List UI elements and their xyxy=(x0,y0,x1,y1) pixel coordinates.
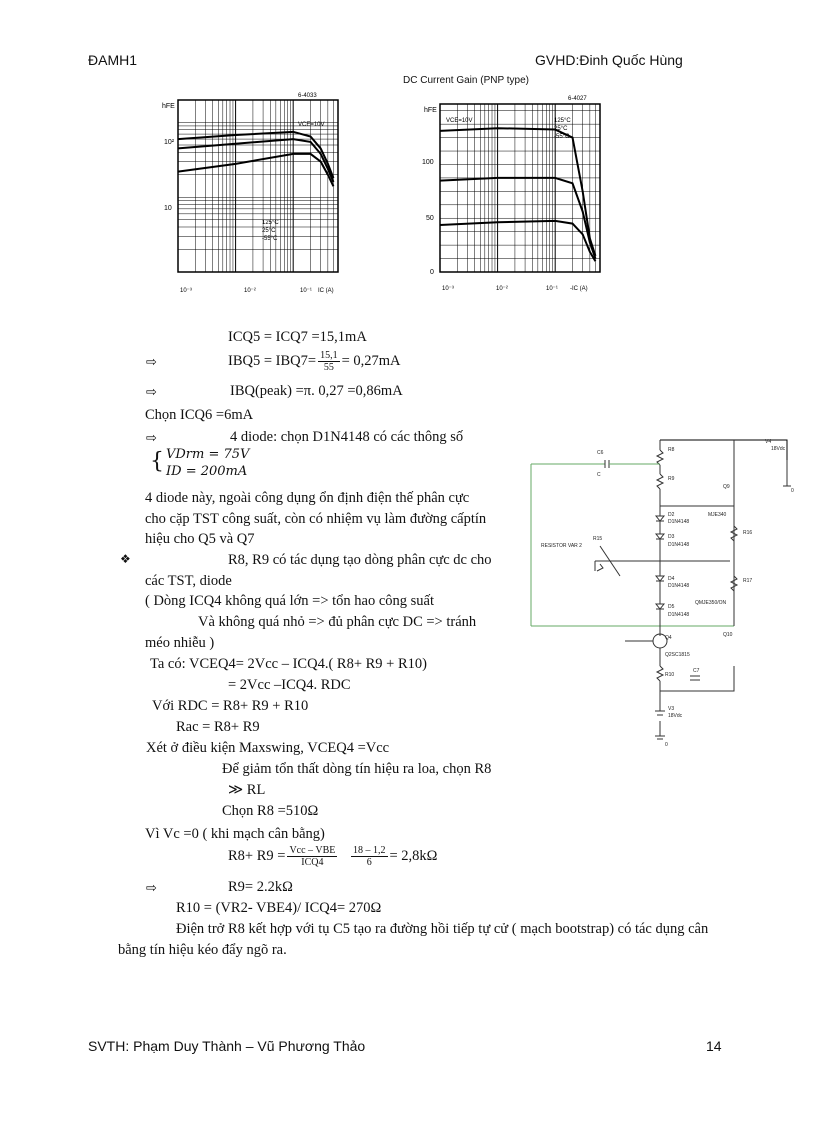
chart2-legend-2: -55°C xyxy=(554,134,570,140)
line-r8r9-2: các TST, diode xyxy=(145,573,232,589)
line-r8r9-1: R8, R9 có tác dụng tạo dòng phân cực dc cho xyxy=(228,552,492,568)
chart2-xtick-2: 10⁻¹ xyxy=(546,286,558,292)
chart1-xlabel: IC (A) xyxy=(318,288,334,294)
chart1-legend-2: -55°C xyxy=(262,236,278,242)
line-diode-desc-3: hiệu cho Q5 và Q7 xyxy=(145,531,255,547)
line-bootstrap-1: Điện trở R8 kết hợp với tụ C5 tạo ra đường hồi tiếp tự cử ( mạch bootstrap) có tác dụng cân xyxy=(176,921,709,937)
chart1-vce: VCE=10V xyxy=(298,122,325,128)
line-vdrm: VDrm = 75V xyxy=(166,447,250,462)
page-number: 14 xyxy=(706,1038,722,1054)
line-giam-ton-that: Để giảm tổn thất dòng tín hiệu ra loa, chọn R8 xyxy=(222,761,492,777)
series--55C xyxy=(440,221,595,261)
circuit-label-c: C xyxy=(597,472,601,478)
chart-hfe-6-4027 xyxy=(418,92,614,298)
chart2-legend-1: 25°C xyxy=(554,126,568,132)
circuit-label-v3-dc: 18Vdc xyxy=(668,713,683,719)
chart1-xtick-1: 10⁻² xyxy=(244,288,256,294)
line-diode-desc-2: cho cặp TST công suất, còn có nhiệm vụ làm đường cấptín xyxy=(145,511,487,527)
arrow-icon: ⇨ xyxy=(146,881,157,896)
line-r8r9-4: Và không quá nhỏ => đủ phân cực DC => tránh xyxy=(198,614,477,630)
series-125C xyxy=(178,132,333,178)
circuit-label-v4-dc: 18Vdc xyxy=(771,446,786,452)
line-ibq-peak: IBQ(peak) =π. 0,27 =0,86mA xyxy=(230,383,403,399)
chart1-legend-0: 125°C xyxy=(262,220,279,226)
arrow-icon: ⇨ xyxy=(146,431,157,446)
brace-icon: { xyxy=(150,449,164,474)
circuit-label-r15: R15 xyxy=(593,536,603,542)
header-left: ĐAMH1 xyxy=(88,52,138,68)
circuit-schematic xyxy=(525,436,816,756)
line-r10: R10 = (VR2- VBE4)/ ICQ4= 270Ω xyxy=(176,900,382,916)
circuit-label-d3: D3 xyxy=(668,534,675,540)
circuit-label-gnd-top: 0 xyxy=(791,488,794,494)
circuit-label-q4-part: Q2SC1815 xyxy=(665,652,690,658)
chart2-legend-0: 125°C xyxy=(554,118,571,124)
line-rdc: = 2Vcc –ICQ4. RDC xyxy=(228,677,351,693)
line-vc-zero: Vì Vc =0 ( khi mạch cân bằng) xyxy=(145,826,325,842)
line-maxswing: Xét ở điều kiện Maxswing, VCEQ4 =Vcc xyxy=(146,740,390,756)
chart2-xtick-1: 10⁻² xyxy=(496,286,508,292)
circuit-label-d3-part: D1N4148 xyxy=(668,542,690,548)
arrow-icon: ⇨ xyxy=(146,355,157,370)
circuit-label-v3: V3 xyxy=(668,706,675,712)
line-r8-rl: ≫ RL xyxy=(228,782,266,798)
circuit-label-q4: Q4 xyxy=(665,635,672,641)
line-rac: Rac = R8+ R9 xyxy=(176,719,260,735)
line-r8-plus-r9: R8+ R9 = $\frac{\text{Vcc – VBE}}{\text{ICQ4}}$ $\frac{18 - 1,2}{6}$ = 2,8kΩ xyxy=(228,845,438,868)
line-r9: R9= 2.2kΩ xyxy=(228,879,293,895)
chart2-ytick-2: 100 xyxy=(422,159,434,166)
figure-title: DC Current Gain (PNP type) xyxy=(403,75,529,86)
line-ibq5: IBQ5 = IBQ7= $\frac{15,1}{55}$ = 0,27mA xyxy=(228,350,401,373)
circuit-label-gnd-bottom: 0 xyxy=(665,742,668,748)
chart2-ylabel: hFE xyxy=(424,107,437,114)
footer-authors: SVTH: Phạm Duy Thành – Vũ Phương Thảo xyxy=(88,1038,366,1054)
line-choose-icq6: Chọn ICQ6 =6mA xyxy=(145,407,254,423)
circuit-label-d5-part: D1N4148 xyxy=(668,612,690,618)
circuit-label-c6: C6 xyxy=(597,450,604,456)
circuit-label-r8: R8 xyxy=(668,447,675,453)
chart1-ytick-0: 10 xyxy=(164,205,172,212)
circuit-label-r16: R16 xyxy=(743,530,753,536)
line-r8r9-3: ( Dòng ICQ4 không quá lớn => tổn hao công suất xyxy=(145,593,435,609)
circuit-label-resistor-var: RESISTOR VAR 2 xyxy=(541,543,582,549)
circuit-label-mje340: MJE340 xyxy=(708,512,727,518)
circuit-label-mje350: QMJE350/ON xyxy=(695,600,727,606)
circuit-label-d4: D4 xyxy=(668,576,675,582)
line-icq5: ICQ5 = ICQ7 =15,1mA xyxy=(228,329,367,345)
circuit-label-d5: D5 xyxy=(668,604,675,610)
line-bootstrap-2: bằng tín hiệu kéo đẩy ngõ ra. xyxy=(118,942,287,958)
chart1-xtick-2: 10⁻¹ xyxy=(300,288,312,294)
series--55C xyxy=(178,154,333,186)
circuit-label-d2: D2 xyxy=(668,512,675,518)
arrow-icon: ⇨ xyxy=(146,385,157,400)
line-id: ID = 200mA xyxy=(166,464,248,479)
chart2-xtick-0: 10⁻³ xyxy=(442,286,454,292)
chart2-vce: VCE=10V xyxy=(446,118,473,124)
line-r8r9-5: méo nhiễu ) xyxy=(145,635,215,651)
chart1-xtick-0: 10⁻³ xyxy=(180,288,192,294)
series-125C xyxy=(440,128,595,256)
line-diode-desc-1: 4 diode này, ngoài công dụng ổn định điện thế phân cực xyxy=(145,490,470,506)
chart2-xlabel: -IC (A) xyxy=(570,286,588,292)
chart2-ytick-1: 50 xyxy=(426,215,434,222)
circuit-label-r9: R9 xyxy=(668,476,675,482)
circuit-label-q10: Q10 xyxy=(723,632,733,638)
circuit-label-r10: R10 xyxy=(665,672,675,678)
chart1-id: 6-4033 xyxy=(298,93,317,99)
header-right: GVHD:Đinh Quốc Hùng xyxy=(535,52,683,68)
circuit-label-c7: C7 xyxy=(693,668,700,674)
line-chon-r8: Chọn R8 =510Ω xyxy=(222,803,319,819)
circuit-label-d2-part: D1N4148 xyxy=(668,519,690,525)
chart1-ytick-1: 10² xyxy=(164,139,175,146)
line-ta-co: Ta có: VCEQ4= 2Vcc – ICQ4.( R8+ R9 + R10) xyxy=(150,656,427,672)
circuit-label-r17: R17 xyxy=(743,578,753,584)
bullet-icon: ❖ xyxy=(120,552,131,566)
chart1-legend-1: 25°C xyxy=(262,228,276,234)
circuit-label-d4-part: D1N4148 xyxy=(668,583,690,589)
chart-hfe-6-4033 xyxy=(158,92,354,298)
line-voi-rdc: Với RDC = R8+ R9 + R10 xyxy=(152,698,309,714)
chart2-id: 6-4027 xyxy=(568,96,587,102)
circuit-label-v4: V4 xyxy=(765,439,772,445)
circuit-label-q9: Q9 xyxy=(723,484,730,490)
line-4-diode: 4 diode: chọn D1N4148 có các thông số xyxy=(230,429,464,445)
chart2-ytick-0: 0 xyxy=(430,269,434,276)
chart1-ylabel: hFE xyxy=(162,103,175,110)
